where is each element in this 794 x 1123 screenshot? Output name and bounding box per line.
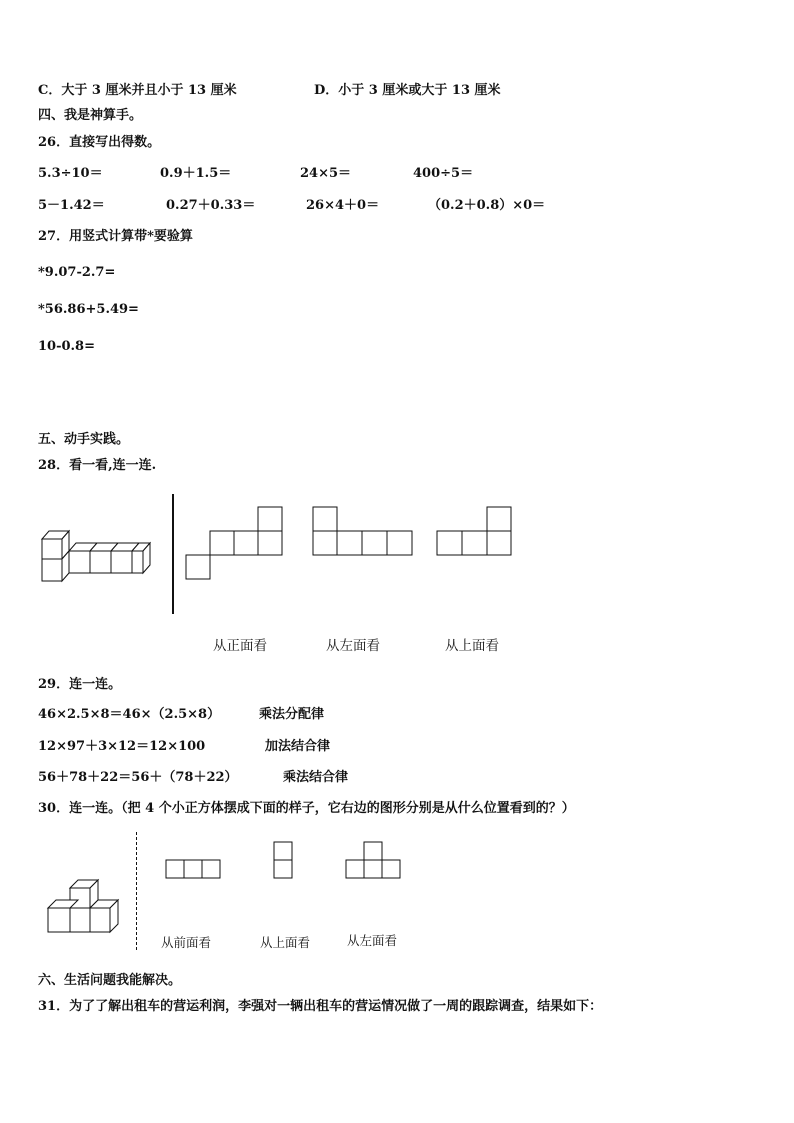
q30-cube-drawing [44,880,124,936]
option-d: D．小于 3 厘米或大于 13 厘米 [314,83,501,98]
q28-view-2 [312,507,414,559]
q30-caption-front: 从前面看 [161,935,212,950]
q29-left-2: 12×97＋3×12＝12×100 [38,739,206,754]
q28-cube-drawing [38,527,158,587]
q27-item-2: *56.86+5.49= [38,302,139,317]
section-five-heading: 五、动手实践。 [38,432,130,447]
q30-view-2 [273,841,295,881]
q26-r1-c2: 0.9＋1.5＝ [160,166,232,181]
q30-title: 30．连一连。（把 4 个小正方体摆成下面的样子，它右边的图形分别是从什么位置看到的？） [38,801,575,816]
q31-title: 31．为了了解出租车的营运利润，李强对一辆出租车的营运情况做了一周的跟踪调查，结果如下： [38,999,603,1014]
q30-view-1 [165,859,223,881]
q28-caption-top: 从上面看 [445,638,499,654]
section-six-heading: 六、生活问题我能解决。 [38,973,182,988]
q26-r1-c1: 5.3÷10＝ [38,166,103,181]
q29-left-3: 56＋78＋22＝56＋（78＋22） [38,770,238,785]
q26-r2-c1: 5－1.42＝ [38,198,105,213]
q27-item-3: 10-0.8= [38,339,95,354]
q28-view-1 [184,507,284,582]
q27-title: 27．用竖式计算带*要验算 [38,229,193,244]
q26-r2-c4: （0.2＋0.8）×0＝ [428,198,546,213]
section-four-heading: 四、我是神算手。 [38,108,143,123]
q30-caption-left: 从左面看 [347,933,398,948]
q30-view-3 [345,841,403,881]
q26-r1-c3: 24×5＝ [300,166,352,181]
q28-caption-front: 从正面看 [213,638,267,654]
q28-divider [172,494,174,614]
q28-view-3 [436,507,514,559]
option-c: C．大于 3 厘米并且小于 13 厘米 [38,83,237,98]
q30-dashed-divider [136,832,137,950]
q30-caption-top: 从上面看 [260,935,311,950]
q29-right-3: 乘法结合律 [283,770,349,785]
q29-right-1: 乘法分配律 [259,707,325,722]
q28-title: 28．看一看,连一连. [38,458,157,473]
q29-title: 29．连一连。 [38,677,122,692]
q26-r2-c3: 26×4＋0＝ [306,198,380,213]
q26-title: 26．直接写出得数。 [38,135,161,150]
q28-caption-left: 从左面看 [326,638,380,654]
q27-item-1: *9.07-2.7= [38,265,116,280]
q29-left-1: 46×2.5×8＝46×（2.5×8） [38,707,221,722]
q26-r1-c4: 400÷5＝ [413,166,474,181]
q26-r2-c2: 0.27＋0.33＝ [166,198,256,213]
q29-right-2: 加法结合律 [265,739,331,754]
